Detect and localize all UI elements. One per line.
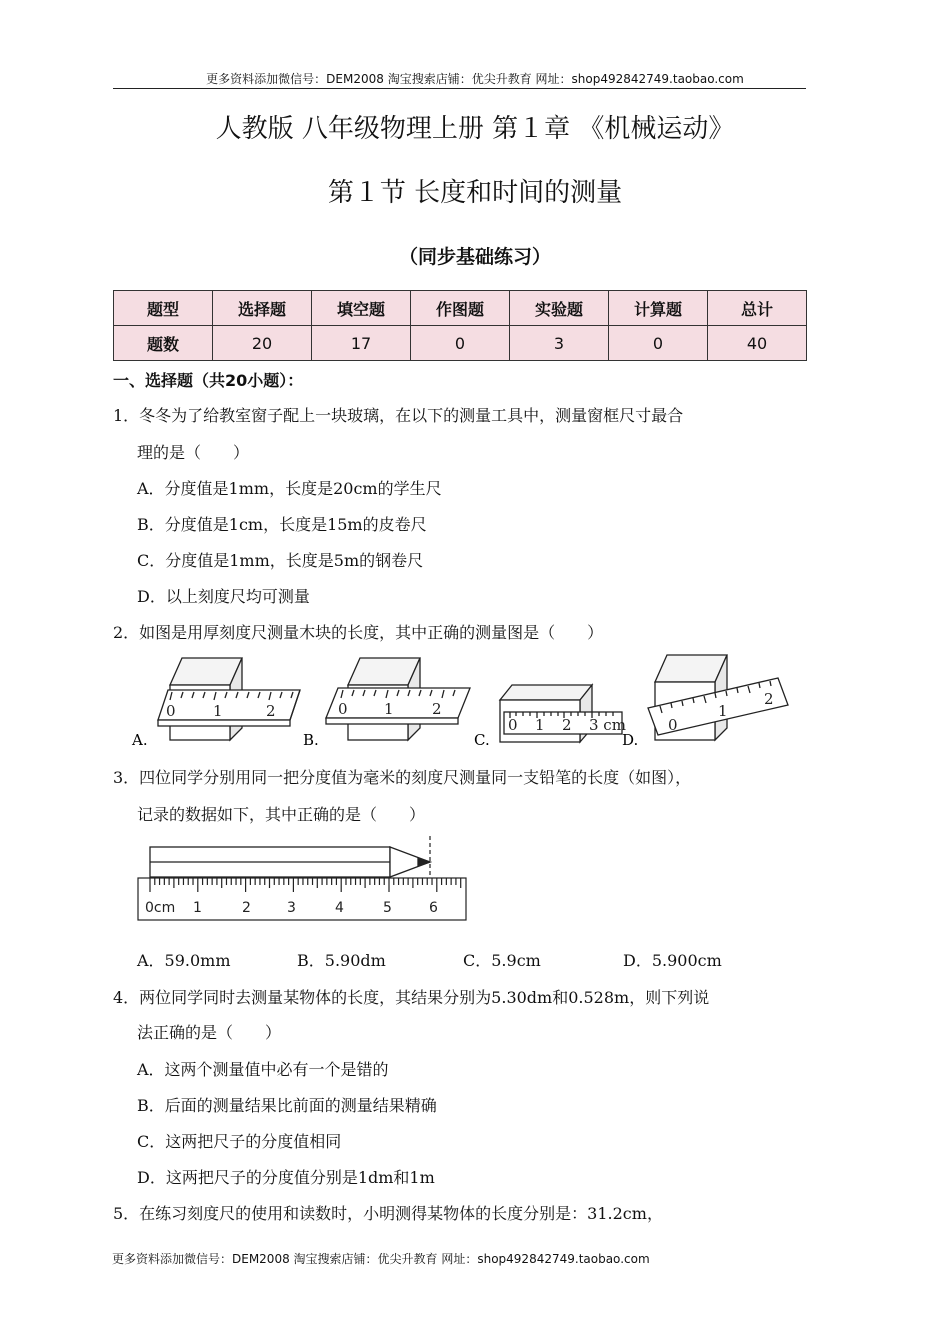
table-cell: 作图题 (411, 291, 510, 326)
q2-figure-a (158, 658, 300, 740)
q1-option-b: B．分度值是1cm，长度是15m的皮卷尺 (137, 515, 427, 534)
q3-stem-line1: 3．四位同学分别用同一把分度值为毫米的刻度尺测量同一支铅笔的长度（如图）， (113, 768, 692, 787)
q3-option-d: D．5.900cm (623, 951, 722, 970)
table-cell: 填空题 (312, 291, 411, 326)
q4-option-d: D．这两把尺子的分度值分别是1dm和1m (137, 1168, 435, 1187)
ruler-number: 0 (508, 716, 518, 734)
q1-option-d: D．以上刻度尺均可测量 (137, 587, 310, 606)
section-heading: 一、选择题（共20小题）： (113, 371, 304, 390)
table-cell: 实验题 (510, 291, 609, 326)
q3-stem-line2: 记录的数据如下，其中正确的是（ ） (137, 805, 426, 824)
q3-ruler (138, 878, 466, 920)
q5-stem-line1: 5．在练习刻度尺的使用和读数时，小明测得某物体的长度分别是：31.2cm， (113, 1204, 663, 1223)
ruler-label: 1 (193, 900, 202, 916)
page-footer: 更多资料添加微信号：DEM2008 淘宝搜索店铺：优尖升教育 网址：shop492842749.taobao.com (112, 1252, 650, 1266)
table-cell: 20 (213, 326, 312, 361)
ruler-number: 2 (432, 700, 442, 718)
subtitle: （同步基础练习） (398, 246, 551, 268)
ruler-number: 0 (338, 700, 348, 718)
q3-option-a: A．59.0mm (137, 951, 231, 970)
ruler-number: 1 (213, 702, 223, 720)
q3-pencil (150, 847, 430, 877)
document-title: 人教版 八年级物理上册 第１章 《机械运动》 (215, 114, 735, 144)
q1-option-c: C．分度值是1mm，长度是5m的钢卷尺 (137, 551, 424, 570)
table-cell: 题型 (114, 291, 213, 326)
q4-option-c: C．这两把尺子的分度值相同 (137, 1132, 342, 1151)
q2-figures (0, 650, 950, 750)
ruler-number: 1 (535, 716, 545, 734)
ruler-number: 0 (668, 716, 678, 734)
q3-option-c: C．5.9cm (463, 951, 541, 970)
q2-stem: 2．如图是用厚刻度尺测量木块的长度，其中正确的测量图是（ ） (113, 623, 604, 642)
ruler-label: 2 (242, 900, 251, 916)
ruler-label: 6 (429, 900, 438, 916)
q4-stem-line1: 4．两位同学同时去测量某物体的长度，其结果分别为5.30dm和0.528m，则下列说 (113, 988, 710, 1007)
ruler-number: 2 (266, 702, 276, 720)
q2-label-a: A. (132, 731, 148, 749)
ruler-number: 2 (764, 690, 774, 708)
q3-option-b: B．5.90dm (297, 951, 386, 970)
question-summary-table (113, 290, 807, 361)
q2-figure-b (326, 658, 470, 740)
ruler-number: 0 (166, 702, 176, 720)
ruler-number: 1 (384, 700, 394, 718)
ruler-label: 0cm (145, 900, 176, 916)
table-cell: 选择题 (213, 291, 312, 326)
table-cell: 0 (609, 326, 708, 361)
q2-label-c: C. (474, 731, 490, 749)
q4-option-a: A．这两个测量值中必有一个是错的 (137, 1060, 389, 1079)
q2-figure-d (648, 655, 788, 740)
table-row (114, 326, 807, 361)
ruler-number: 3 cm (589, 716, 626, 734)
table-cell: 0 (411, 326, 510, 361)
ruler-label: 3 (287, 900, 296, 916)
table-cell: 3 (510, 326, 609, 361)
page-header: 更多资料添加微信号：DEM2008 淘宝搜索店铺：优尖升教育 网址：shop492842749.taobao.com (206, 72, 744, 86)
q1-stem-line1: 1．冬冬为了给教室窗子配上一块玻璃，在以下的测量工具中，测量窗框尺寸最合 (113, 406, 684, 425)
ruler-number: 2 (562, 716, 572, 734)
q2-label-d: D. (622, 731, 639, 749)
ruler-label: 4 (335, 900, 344, 916)
ruler-label: 5 (383, 900, 392, 916)
q2-figure-c (500, 685, 626, 742)
table-cell: 总计 (708, 291, 807, 326)
table-header-row (114, 291, 807, 326)
section-title: 第１节 长度和时间的测量 (327, 178, 623, 208)
q3-ruler-figure (130, 832, 490, 932)
header-divider (113, 88, 806, 89)
table-cell: 计算题 (609, 291, 708, 326)
table-cell: 题数 (114, 326, 213, 361)
q4-stem-line2: 法正确的是（ ） (137, 1023, 282, 1042)
q1-option-a: A．分度值是1mm，长度是20cm的学生尺 (137, 479, 442, 498)
q2-label-b: B. (303, 731, 319, 749)
table-cell: 17 (312, 326, 411, 361)
table-cell: 40 (708, 326, 807, 361)
q1-stem-line2: 理的是（ ） (137, 443, 250, 462)
q4-option-b: B．后面的测量结果比前面的测量结果精确 (137, 1096, 437, 1115)
ruler-number: 1 (718, 702, 728, 720)
